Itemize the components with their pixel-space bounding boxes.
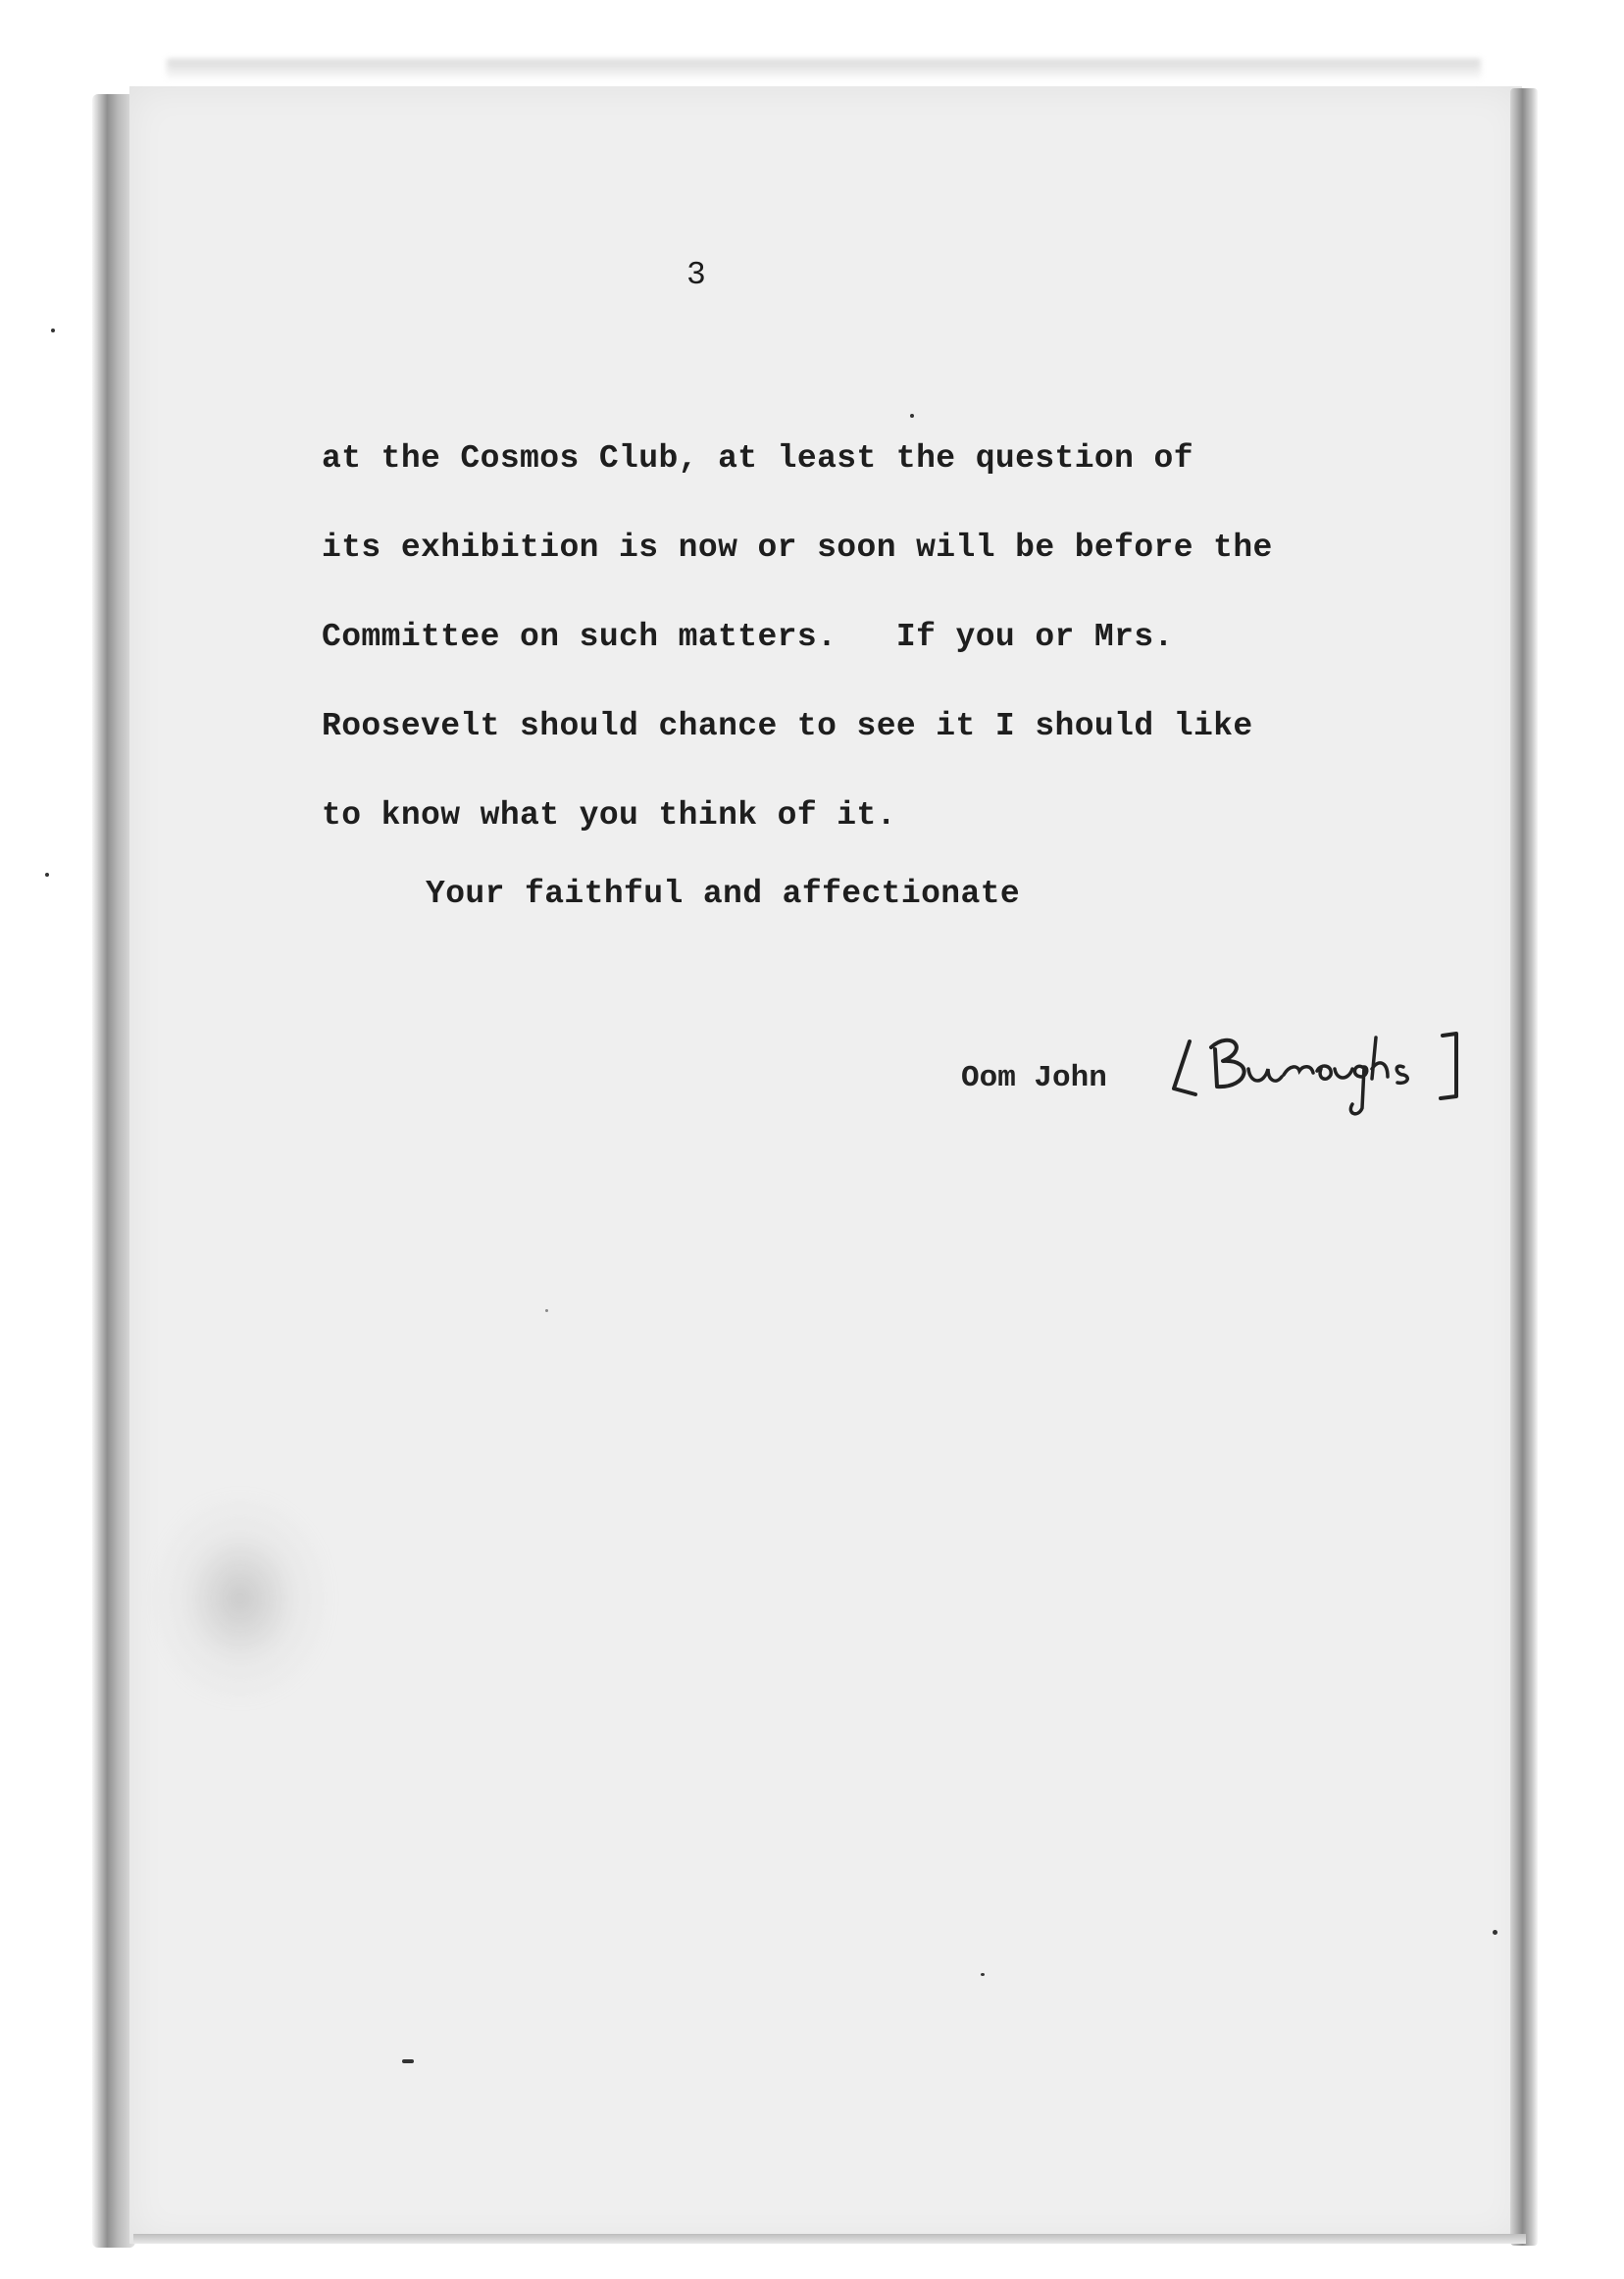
- body-line: at the Cosmos Club, at least the question of: [322, 440, 1193, 477]
- dust-speck: [402, 2059, 414, 2063]
- page-number: 3: [686, 257, 706, 293]
- dust-speck: [51, 329, 55, 332]
- body-line: Roosevelt should chance to see it I should like: [322, 708, 1253, 744]
- dust-speck: [545, 1309, 548, 1312]
- letter-closing: Your faithful and affectionate: [426, 876, 1021, 912]
- letter-page: [129, 86, 1522, 2244]
- dust-speck: [910, 414, 914, 418]
- paper-bottom-edge: [133, 2234, 1526, 2244]
- dust-speck: [1493, 1930, 1497, 1935]
- body-line: its exhibition is now or soon will be before the: [322, 530, 1273, 566]
- body-line: to know what you think of it.: [322, 797, 896, 834]
- letter-body: [322, 430, 1479, 876]
- body-line: Committee on such matters. If you or Mrs.: [322, 619, 1174, 655]
- dust-speck: [45, 873, 49, 877]
- handwritten-annotation: [1162, 1020, 1486, 1128]
- letter-signature: Oom John: [961, 1061, 1107, 1095]
- paper-right-edge: [1510, 88, 1538, 2246]
- paper-top-edge: [167, 59, 1481, 80]
- dust-speck: [981, 1973, 985, 1976]
- paper-smudge: [147, 1491, 333, 1706]
